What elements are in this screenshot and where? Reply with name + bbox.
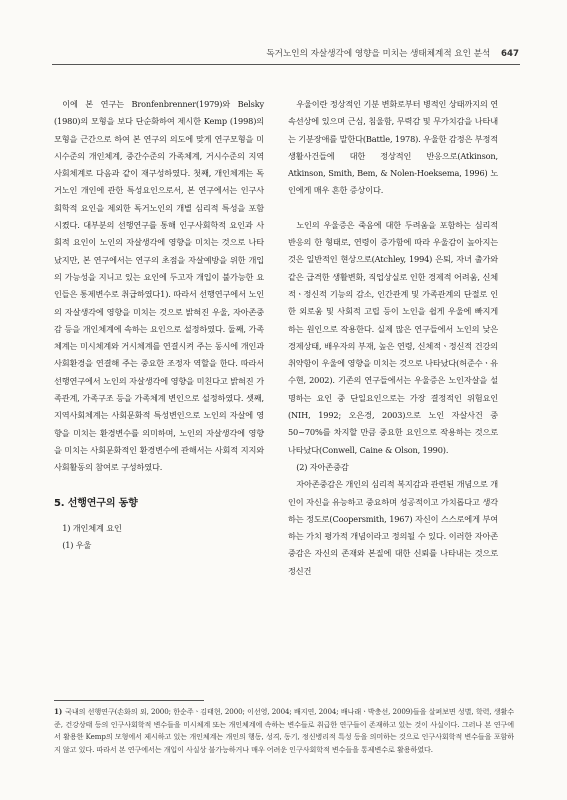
footnote-text: 국내의 선행연구(손화의 외, 2000; 한순주ㆍ김태현, 2000; 이선영, 2004; 배지연, 2004; 배나래ㆍ박충선, 2009)들을 살펴보면 성별, 학력, 생활수준, 건강상태 등의 인구사회학적 변수들을 미시체계 또는 개인체계에 속하는 변수들로 취급한 연구들이 존재하고 있는 것이 사실이다. 그러나 본 연구에서 활용한 Kemp의 모형에서 제시하고 있는 개인체계는 개인의 행동, 성격, 동기, 정신병리적 특성 등을 의미하는 것으로 인구사회학적 변수들을 포함하지 않고 있다. 따라서 본 연구에서는 개입이 사실상 불가능하거나 매우 어려운 인구사회학적 변수들을 통제변수로 활용하였다. <box>54 707 514 754</box>
footnote-label: 1) <box>54 707 63 716</box>
subsection-heading: 1) 개인체계 요인 <box>62 522 122 533</box>
footnote-rule <box>54 700 204 701</box>
right-column <box>288 96 498 580</box>
running-title: 독거노인의 자살생각에 영향을 미치는 생태체계적 요인 분석 <box>266 49 491 59</box>
footnote <box>54 706 514 756</box>
left-column <box>54 96 264 554</box>
body-paragraph: 노인의 우울증은 죽음에 대한 두려움을 포함하는 심리적 반응의 한 형태로, 연령이 증가함에 따라 우울감이 높아지는 것은 일반적인 현상으로(Atchley, 1994) 은퇴, 자녀 출가와 같은 급격한 생활변화, 직업상실로 인한 경제적 어려움, 신체적ㆍ정신적 기능의 감소, 인간관계 및 가족관계의 단절로 인한 외로움 및 사회적 고립 등이 노인을 쉽게 우울에 빠지게 하는 원인으로 작용한다. 실제 많은 연구들에서 노인의 낮은 경제상태, 배우자의 부재, 높은 연령, 신체적ㆍ정신적 건강의 취약함이 우울에 영향을 미치는 것으로 나타났다(허준수ㆍ유수현, 2002). 기존의 연구들에서는 우울증은 노인자살을 설명하는 요인 중 단일요인으로는 가장 결정적인 위험요인(NIH, 1992; 오은경, 2003)으로 노인 자살사건 중 50~70%를 차지할 만큼 중요한 요인으로 작용하는 것으로 나타났다(Conwell, Caine & Olson, 1990). <box>288 219 498 455</box>
header-rule <box>52 64 520 65</box>
body-paragraph: 자아존중감은 개인의 심리적 복지감과 관련된 개념으로 개인이 자신을 유능하고 중요하며 성공적이고 가치롭다고 생각하는 정도로(Coopersmith, 1967) 자신이 스스로에게 부여하는 가치 평가적 개념이라고 정의될 수 있다. 이러한 자아존중감은 자신의 존재와 본질에 대한 신뢰를 나타내는 것으로 정신건 <box>288 479 498 576</box>
body-paragraph: 우울이란 정상적인 기분 변화로부터 병적인 상태까지의 연속선상에 있으며 근심, 침울함, 무력감 및 무가치감을 나타내는 기분장애를 말한다(Battle, 1978). 우울한 감정은 부정적 생활사건들에 대한 정상적인 반응으로(Atkinson, Atkinson, Smith, Bem, & Nolen-Hoeksema, 1996) 노인에게 매우 흔한 증상이다. <box>288 99 498 196</box>
section-heading: 5. 선행연구의 동향 <box>54 497 138 509</box>
subsubsection-heading: (2) 자아존중감 <box>296 461 349 472</box>
running-header <box>266 47 519 59</box>
body-paragraph: 이에 본 연구는 Bronfenbrenner(1979)와 Belsky (1980)의 모형을 보다 단순화하여 제시한 Kemp (1998)의 모형을 근간으로 하여 본 연구의 의도에 맞게 연구모형을 미시수준의 개인체계, 중간수준의 가족체계, 거시수준의 지역사회체계로 다음과 같이 재구성하였다. 첫째, 개인체계는 독거노인 개인에 관한 특성요인으로서, 본 연구에서는 인구사회학적 요인을 제외한 독거노인의 개별 심리적 특성을 포함시켰다. 대부분의 선행연구를 통해 인구사회학적 요인과 사회적 요인이 노인의 자살생각에 영향을 미치는 것으로 나타났지만, 본 연구에서는 연구의 초점을 자살예방을 위한 개입의 가능성을 지니고 있는 요인에 두고자 개입이 불가능한 요인들은 통제변수로 취급하였다1). 따라서 선행연구에서 노인의 자살생각에 영향을 미치는 것으로 밝혀진 우울, 자아존중감 등을 개인체계에 속하는 요인으로 설정하였다. 둘째, 가족체계는 미시체계와 거시체계를 연결시켜 주는 동시에 개인과 사회환경을 연결해 주는 중요한 조정자 역할을 한다. 따라서 선행연구에서 노인의 자살생각에 영향을 미친다고 밝혀진 가족관계, 가족구조 등을 가족체계 변인으로 설정하였다. 셋째, 지역사회체계는 사회문화적 특성변인으로 노인의 자살에 영향을 미치는 환경변수를 의미하며, 노인의 자살생각에 영향을 미치는 사회문화적인 환경변수에 관해서는 사회적 지지와 사회활동의 참여로 구성하였다. <box>54 99 264 473</box>
subsubsection-heading: (1) 우울 <box>62 540 92 551</box>
page-number: 647 <box>501 49 519 59</box>
